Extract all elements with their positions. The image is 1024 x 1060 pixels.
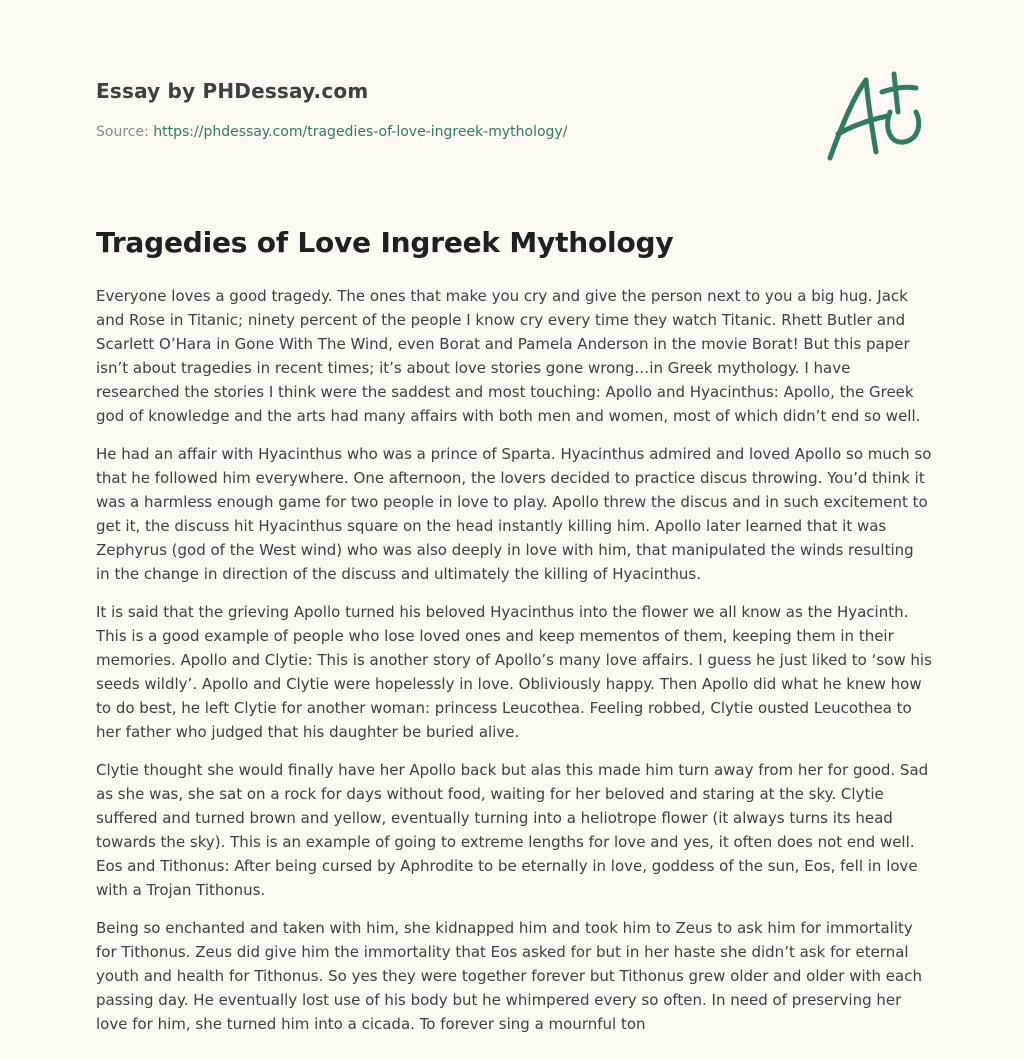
source-label: Source: bbox=[96, 124, 154, 140]
source-link[interactable]: https://phdessay.com/tragedies-of-love-ingreek-mythology/ bbox=[153, 124, 568, 140]
essay-paragraph: He had an affair with Hyacinthus who was a prince of Sparta. Hyacinthus admired and loved Apollo so much so that he followed him everywhere. One afternoon, the lovers decided to practice discus throwing. You’d think it was a harmless enough game for two people in love to play. Apollo threw the discus and in such excitement to get it, the discuss hit Hyacinthus square on the head instantly killing him. Apollo later learned that it was Zephyrus (god of the West wind) who was also deeply in love with him, that manipulated the winds resulting in the change in direction of the discuss and ultimately the killing of Hyacinthus. bbox=[96, 445, 932, 583]
essay-title: Tragedies of Love Ingreek Mythology bbox=[96, 226, 674, 259]
essay-paragraph: Everyone loves a good tragedy. The ones that make you cry and give the person next to you a big hug. Jack and Rose in Titanic; ninety percent of the people I know cry every time they watch Titanic. Rhett Butler and Scarlett O’Hara in Gone With The Wind, even Borat and Pamela Anderson in the movie Borat! But this paper isn’t about tragedies in recent times; it’s about love stories gone wrong…in Greek mythology. I have researched the stories I think were the saddest and most touching: Apollo and Hyacinthus: Apollo, the Greek god of knowledge and the arts had many affairs with both men and women, most of which didn’t end so well. bbox=[96, 287, 921, 425]
essay-paragraph: Clytie thought she would finally have her Apollo back but alas this made him turn away from her for good. Sad as she was, she sat on a rock for days without food, waiting for her beloved and staring at the sky. Clytie suffered and turned brown and yellow, eventually turning into a heliotrope flower (it always turns its head towards the sky). This is an example of going to extreme lengths for love and yes, it often does not end well. Eos and Tithonus: After being cursed by Aphrodite to be eternally in love, goddess of the sun, Eos, fell in love with a Trojan Tithonus. bbox=[96, 761, 929, 899]
essay-paragraph: Being so enchanted and taken with him, she kidnapped him and took him to Zeus to ask him for immortality for Tithonus. Zeus did give him the immortality that Eos asked for but in her haste she didn’t ask for eternal youth and health for Tithonus. So yes they were together forever but Tithonus grew older and older with each passing day. He eventually lost use of his body but he whimpered every so often. In need of preserving her love for him, she turned him into a cicada. To forever sing a mournful ton bbox=[96, 919, 922, 1033]
site-brand: Essay by PHDessay.com bbox=[96, 79, 369, 103]
a-plus-logo-icon bbox=[824, 68, 926, 164]
source-line bbox=[96, 124, 567, 140]
essay-body bbox=[96, 284, 932, 1050]
essay-paragraph: It is said that the grieving Apollo turned his beloved Hyacinthus into the flower we all know as the Hyacinth. This is a good example of people who lose loved ones and keep mementos of them, keeping them in their memories. Apollo and Clytie: This is another story of Apollo’s many love affairs. I guess he just liked to ‘sow his seeds wildly’. Apollo and Clytie were hopelessly in love. Obliviously happy. Then Apollo did what he knew how to do best, he left Clytie for another woman: princess Leucothea. Feeling robbed, Clytie ousted Leucothea to her father who judged that his daughter be buried alive. bbox=[96, 603, 932, 741]
